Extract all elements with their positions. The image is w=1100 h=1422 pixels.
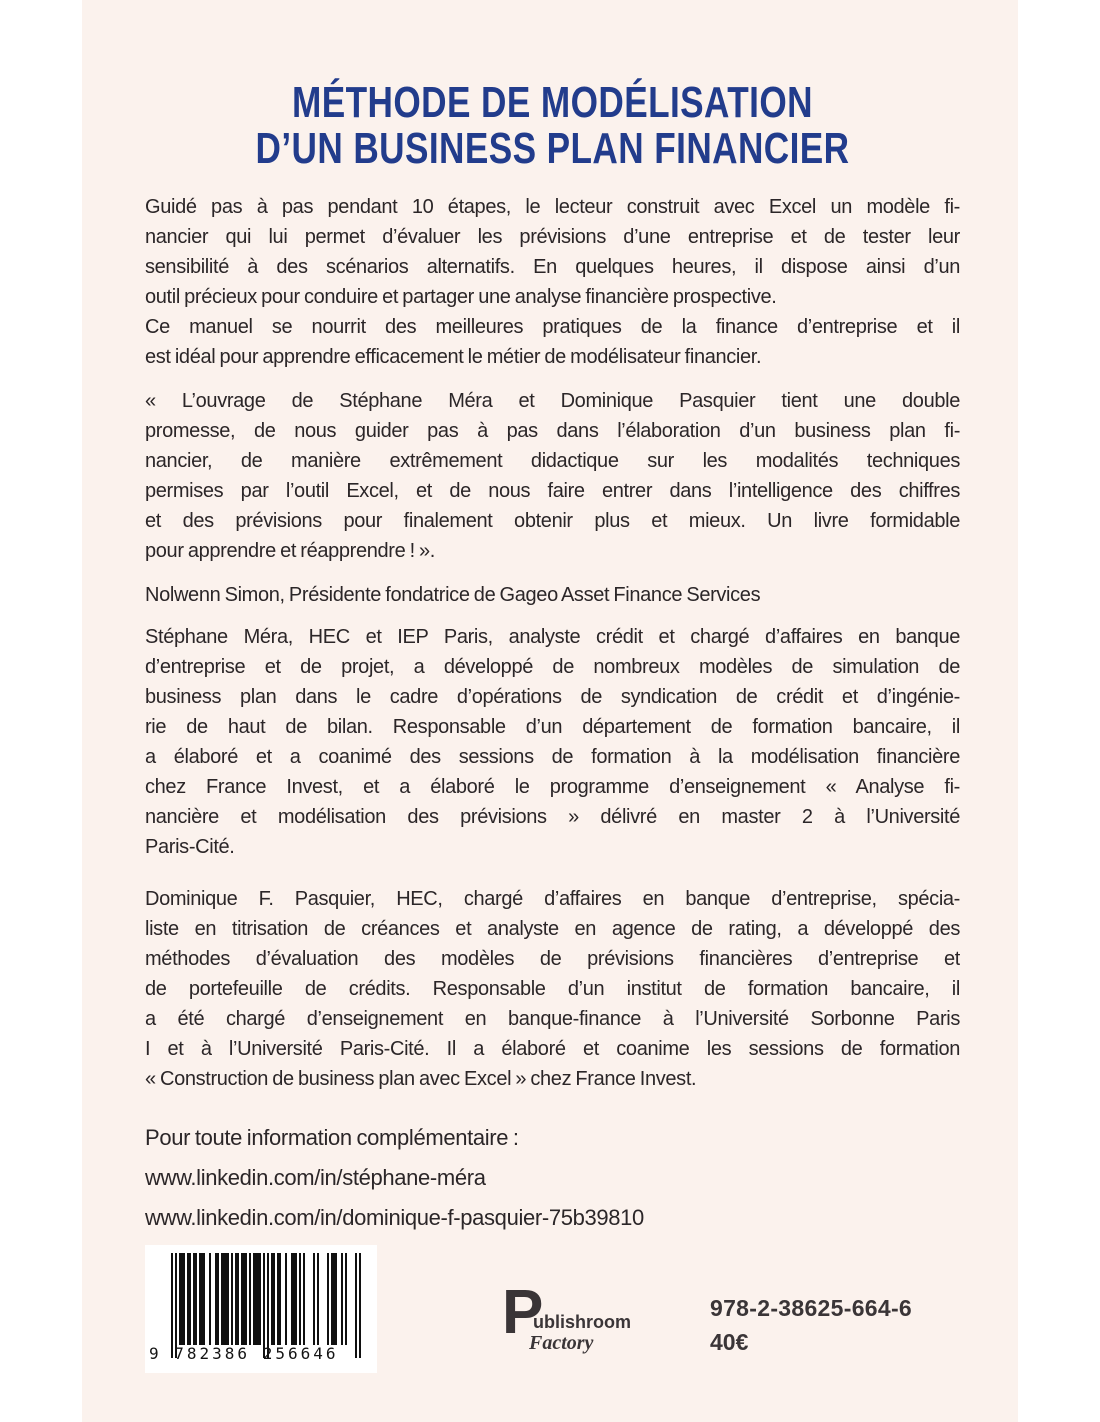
barcode (145, 1245, 377, 1373)
paragraph-contact (145, 1118, 960, 1238)
text-line: nancière et modélisation des prévisions » délivré en master 2 à l’Université (145, 806, 960, 828)
text-line: méthodes d’évaluation des modèles de prévisions financières d’entreprise et (145, 948, 960, 970)
text-line: www.linkedin.com/in/dominique-f-pasquier-75b39810 (145, 1205, 644, 1230)
text-line: promesse, de nous guider pas à pas dans l’élaboration d’un business plan fi- (145, 420, 960, 442)
paragraph-manual (145, 312, 960, 372)
text-line: et des prévisions pour finalement obtenir plus et mieux. Un livre formidable (145, 510, 960, 532)
publisher-logo-subname: Factory (529, 1332, 594, 1354)
publisher-logo-name: ublishroom (533, 1312, 631, 1332)
text-line: rie de haut de bilan. Responsable d’un département de formation bancaire, il (145, 716, 960, 738)
text-line: chez France Invest, et a élaboré le programme d’enseignement « Analyse fi- (145, 776, 960, 798)
isbn: 978-2-38625-664-6 (710, 1295, 913, 1321)
text-line: Dominique F. Pasquier, HEC, chargé d’affaires en banque d’entreprise, spécia- (145, 888, 960, 910)
text-line: Stéphane Méra, HEC et IEP Paris, analyste crédit et chargé d’affaires en banque (145, 626, 960, 648)
text-line: permises par l’outil Excel, et de nous faire entrer dans l’intelligence des chiffres (145, 480, 960, 502)
publisher-logo-initial: P (502, 1278, 544, 1347)
paragraph-bio-dominique (145, 884, 960, 1094)
book-title-line-2: D’UN BUSINESS PLAN FINANCIER (255, 124, 850, 173)
barcode-bars (171, 1253, 377, 1358)
text-line: pour apprendre et réapprendre ! ». (145, 540, 435, 562)
body-text (82, 0, 1018, 1422)
paragraph-intro (145, 192, 960, 312)
text-line: « Construction de business plan avec Excel » chez France Invest. (145, 1068, 697, 1090)
publisher-logo (502, 1278, 722, 1372)
text-line: Guidé pas à pas pendant 10 étapes, le lecteur construit avec Excel un modèle fi- (145, 196, 960, 218)
text-line: Paris-Cité. (145, 836, 235, 858)
text-line: nancier qui lui permet d’évaluer les prévisions d’une entreprise et de tester leur (145, 226, 960, 248)
text-line: www.linkedin.com/in/stéphane-méra (145, 1165, 486, 1190)
text-line: business plan dans le cadre d’opérations de syndication de crédit et d’ingénie- (145, 686, 960, 708)
paragraph-bio-stephane (145, 622, 960, 862)
book-back-cover (82, 0, 1018, 1422)
paragraph-quote (145, 386, 960, 566)
price: 40€ (710, 1329, 749, 1355)
text-line: de portefeuille de crédits. Responsable d’un institut de formation bancaire, il (145, 978, 960, 1000)
text-line: outil précieux pour conduire et partager une analyse financière prospective. (145, 286, 777, 308)
text-line: nancier, de manière extrêmement didactique sur les modalités techniques (145, 450, 960, 472)
book-title-line-1: MÉTHODE DE MODÉLISATION (292, 78, 813, 127)
text-line: Pour toute information complémentaire : (145, 1125, 519, 1150)
text-line: Ce manuel se nourrit des meilleures pratiques de la finance d’entreprise et il (145, 316, 960, 338)
paragraph-quote-attribution (145, 580, 960, 610)
text-line: d’entreprise et de projet, a développé de nombreux modèles de simulation de (145, 656, 960, 678)
text-line: liste en titrisation de créances et analyste en agence de rating, a développé des (145, 918, 960, 940)
barcode-digits: 9 782386 256646 (149, 1344, 339, 1363)
text-line: sensibilité à des scénarios alternatifs. En quelques heures, il dispose ainsi d’un (145, 256, 960, 278)
text-line: « L’ouvrage de Stéphane Méra et Dominique Pasquier tient une double (145, 390, 960, 412)
text-line: est idéal pour apprendre efficacement le métier de modélisateur financier. (145, 346, 762, 368)
text-line: a élaboré et a coanimé des sessions de formation à la modélisation financière (145, 746, 960, 768)
text-line: a été chargé d’enseignement en banque-finance à l’Université Sorbonne Paris (145, 1008, 960, 1030)
text-line: I et à l’Université Paris-Cité. Il a élaboré et coanime les sessions de formation (145, 1038, 960, 1060)
text-line: Nolwenn Simon, Présidente fondatrice de Gageo Asset Finance Services (145, 584, 761, 606)
